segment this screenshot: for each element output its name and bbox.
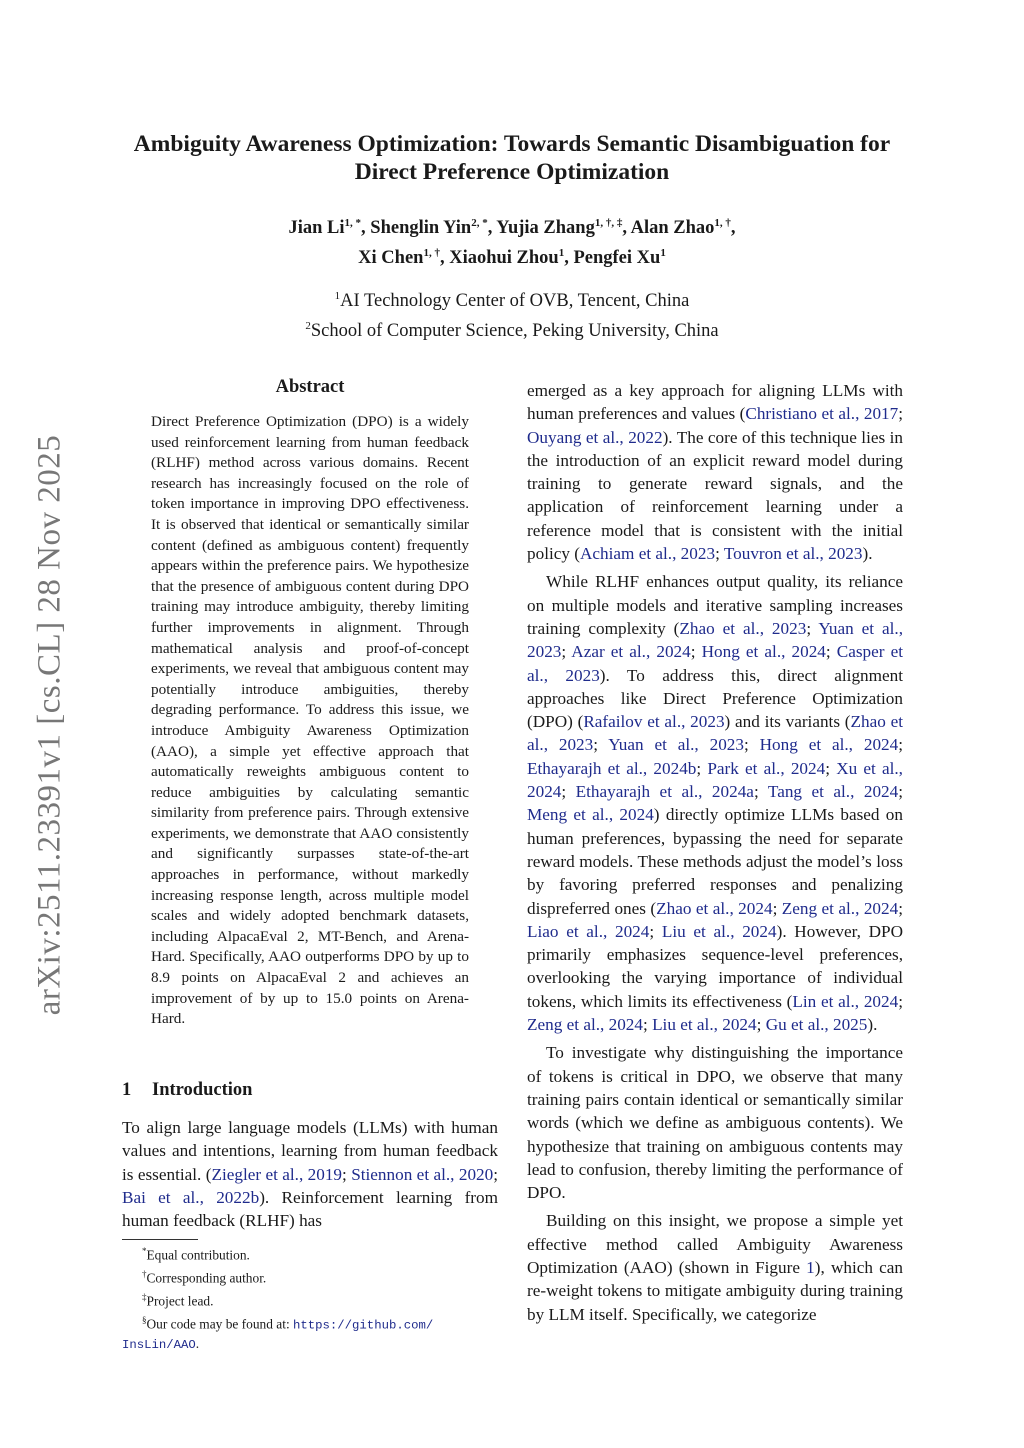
title-line-1: Ambiguity Awareness Optimization: Towards Semantic Disambiguation for	[133, 131, 891, 157]
author-mark: 1, †	[423, 247, 440, 260]
affiliation-2: $^2$School of Computer Science, Peking University, China	[305, 320, 719, 342]
citation-link[interactable]: Touvron et al., 2023	[723, 544, 863, 564]
affiliation-1: $^1$AI Technology Center of OVB, Tencent, China	[334, 290, 690, 312]
citation-link[interactable]: Hong et al., 2024	[701, 642, 826, 662]
introduction-paragraph: To align large language models (LLMs) with human values and intentions, learning from human feedback is essential. (Ziegler et al., 2019; Stiennon et al., 2020; Bai et al., 2022b). Reinforcement learning from human feedback (RLHF) has	[122, 1118, 499, 1231]
citation-link[interactable]: Ethayarajh et al., 2024b	[527, 758, 697, 778]
author-mark: 1, †	[714, 217, 731, 229]
section-title: Introduction	[152, 1080, 253, 1100]
citation-link[interactable]: Meng et al., 2024	[527, 805, 654, 825]
citation-link[interactable]: Yuan et al., 2023	[527, 618, 903, 662]
citation-link[interactable]: Zhao et al., 2024	[656, 898, 773, 918]
author-name: Jian Li	[288, 218, 345, 239]
section-number: 1	[122, 1080, 132, 1100]
footnote: ‡Project lead.	[142, 1292, 214, 1309]
author-line-2: Xi Chen$^{1, \dagger}$, Xiaohui Zhou$^1$, Pengfei Xu$^1$	[358, 247, 666, 269]
author-mark: 1	[660, 247, 666, 260]
author-mark: 1	[558, 247, 565, 260]
citation-link[interactable]: Liao et al., 2024	[527, 921, 650, 941]
citation-link[interactable]: Yuan et al., 2023	[608, 735, 744, 755]
citation-link[interactable]: Casper et al., 2023	[527, 642, 903, 685]
author-list	[100, 211, 924, 271]
citation-link[interactable]: Tang et al., 2024	[767, 782, 899, 802]
citation-link[interactable]: Hong et al., 2024	[759, 735, 899, 755]
footnotes	[122, 1242, 498, 1355]
abstract-text: Direct Preference Optimization (DPO) is a widely used reinforcement learning from human feedback (RLHF) method across various domains. Recent research has increasingly focused on the role of token importance in improving DPO effectiveness. It is observed that identical or semantically similar content (defined as ambiguous content) frequently appears within the preference pairs. We hypothesize that the presence of ambiguous content during DPO training may introduce ambiguity, thereby limiting further improvements in alignment. Through mathematical analysis and proof-of-concept experiments, we reveal that ambiguous content may potentially introduce ambiguities, thereby degrading performance. To address this issue, we introduce Ambiguity Awareness Optimization (AAO), a simple yet effective approach that automatically reweights ambiguous content to reduce ambiguities by calculating semantic similarity from preference pairs. Through extensive experiments, we demonstrate that AAO consistently and significantly surpasses state-of-the-art approaches in performance, without markedly increasing response length, across multiple model scales and widely adopted benchmark datasets, including AlpacaEval 2, MT-Bench, and Arena-Hard. Specifically, AAO outperforms DPO by up to 8.9 points on AlpacaEval 2 and achieves an improvement of by up to 15.0 points on Arena-Hard.	[151, 413, 469, 1028]
title-line-2: Direct Preference Optimization	[354, 159, 670, 185]
author-mark: 1, †, ‡	[594, 217, 623, 229]
section-heading-introduction	[122, 1080, 252, 1101]
citation-link[interactable]: Ziegler et al., 2019	[211, 1164, 343, 1184]
body-paragraph: emerged as a key approach for aligning LLMs with human preferences and values (Christiano et al., 2017; Ouyang et al., 2022). The core of this technique lies in the introduction of an explicit reward model during training to generate reward signals, and the application of reinforcement learning under a reference model that is consistent with the initial policy (Achiam et al., 2023; Touvron et al., 2023).	[527, 381, 904, 564]
body-paragraph: While RLHF enhances output quality, its reliance on multiple models and iterative sampling increases training complexity (Zhao et al., 2023; Yuan et al., 2023; Azar et al., 2024; Hong et al., 2024; Casper et al., 2023). To address this, direct alignment approaches like Direct Preference Optimization (DPO) (Rafailov et al., 2023) and its variants (Zhao et al., 2023; Yuan et al., 2023; Hong et al., 2024; Ethayarajh et al., 2024b; Park et al., 2024; Xu et al., 2024; Ethayarajh et al., 2024a; Tang et al., 2024; Meng et al., 2024) directly optimize LLMs based on human preferences, bypassing the need for separate reward models. These methods adjust the model’s loss by favoring preferred responses and penalizing dispreferred ones (Zhao et al., 2024; Zeng et al., 2024; Liao et al., 2024; Liu et al., 2024). However, DPO primarily emphasizes sequence-level preferences, overlooking the varying importance of individual tokens, which limits its effectiveness (Lin et al., 2024; Zeng et al., 2024; Liu et al., 2024; Gu et al., 2025).	[527, 572, 904, 1035]
citation-link[interactable]: Stiennon et al., 2020	[351, 1164, 494, 1184]
author-name: Yujia Zhang	[496, 218, 595, 239]
citation-link[interactable]: Christiano et al., 2017	[745, 404, 899, 424]
citation-link[interactable]: Rafailov et al., 2023	[583, 712, 725, 732]
citation-link[interactable]: Liu et al., 2024	[661, 921, 777, 941]
author-line-1: Jian $Li^{1, *}$, Shenglin Yin$^{2, *}$, Yujia Zhang$^{1, \dagger, \ddagger}$, Alan Zhao$^{1, \dagger}$,	[288, 217, 736, 239]
citation-link[interactable]: Ouyang et al., 2022	[527, 427, 663, 447]
citation-link[interactable]: Azar et al., 2024	[571, 642, 691, 662]
body-paragraph: Building on this insight, we propose a simple yet effective method called Ambiguity Awareness Optimization (AAO) (shown in Figure 1), which can re-weight tokens to mitigate ambiguity during training by LLM itself. Specifically, we categorize	[527, 1211, 903, 1324]
arxiv-sidebar-stamp	[30, 420, 70, 1030]
author-name: Xi Chen	[358, 248, 424, 269]
footnote: †Corresponding author.	[142, 1269, 267, 1286]
affiliations	[100, 284, 924, 344]
abstract-heading: Abstract	[275, 377, 345, 397]
citation-link[interactable]: Lin et al., 2024	[792, 991, 899, 1011]
citation-link[interactable]: Ethayarajh et al., 2024a	[575, 782, 754, 802]
figure-reference-link[interactable]: 1	[806, 1257, 815, 1277]
body-paragraph: To investigate why distinguishing the importance of tokens is critical in DPO, we observe that many training pairs contain identical or semantically similar words (which we define as ambiguous contents). We hypothesize that training on ambiguous contents may lead to confusion, thereby limiting the performance of DPO.	[527, 1043, 903, 1203]
author-mark: 1, *	[344, 217, 362, 229]
citation-link[interactable]: Achiam et al., 2023	[579, 544, 716, 564]
footnote: *Equal contribution.	[142, 1246, 250, 1263]
citation-link[interactable]: Xu et al., 2024	[527, 758, 903, 802]
author-name: Xiaohui Zhou	[449, 248, 559, 269]
citation-link[interactable]: Gu et al., 2025	[765, 1015, 868, 1035]
author-name: Alan Zhao	[630, 218, 715, 239]
code-url-link[interactable]: https://github.com/	[293, 1318, 434, 1333]
footnote-divider	[122, 1239, 198, 1240]
footnote-code-link-cont: InsLin/AAO.	[122, 1336, 200, 1353]
citation-link[interactable]: Bai et al., 2022b	[122, 1187, 260, 1207]
citation-link[interactable]: Zhao et al., 2023	[527, 712, 903, 755]
citation-link[interactable]: Zeng et al., 2024	[781, 898, 899, 918]
code-url-link[interactable]: InsLin/AAO	[122, 1338, 196, 1353]
footnote-code-link: §Our code may be found at: https://github.com/	[142, 1315, 434, 1333]
citation-link[interactable]: Zhao et al., 2023	[679, 618, 807, 638]
author-mark: 2, *	[471, 217, 488, 229]
citation-link[interactable]: Park et al., 2024	[707, 758, 826, 778]
paper-title	[100, 130, 924, 186]
citation-link[interactable]: Liu et al., 2024	[652, 1015, 757, 1035]
arxiv-id: arXiv:2511.23391v1 [cs.CL] 28 Nov 2025	[31, 434, 68, 1016]
author-name: Shenglin Yin	[370, 218, 472, 239]
citation-link[interactable]: Zeng et al., 2024	[527, 1015, 643, 1035]
right-column	[527, 379, 903, 1326]
author-name: Pengfei Xu	[573, 248, 661, 269]
